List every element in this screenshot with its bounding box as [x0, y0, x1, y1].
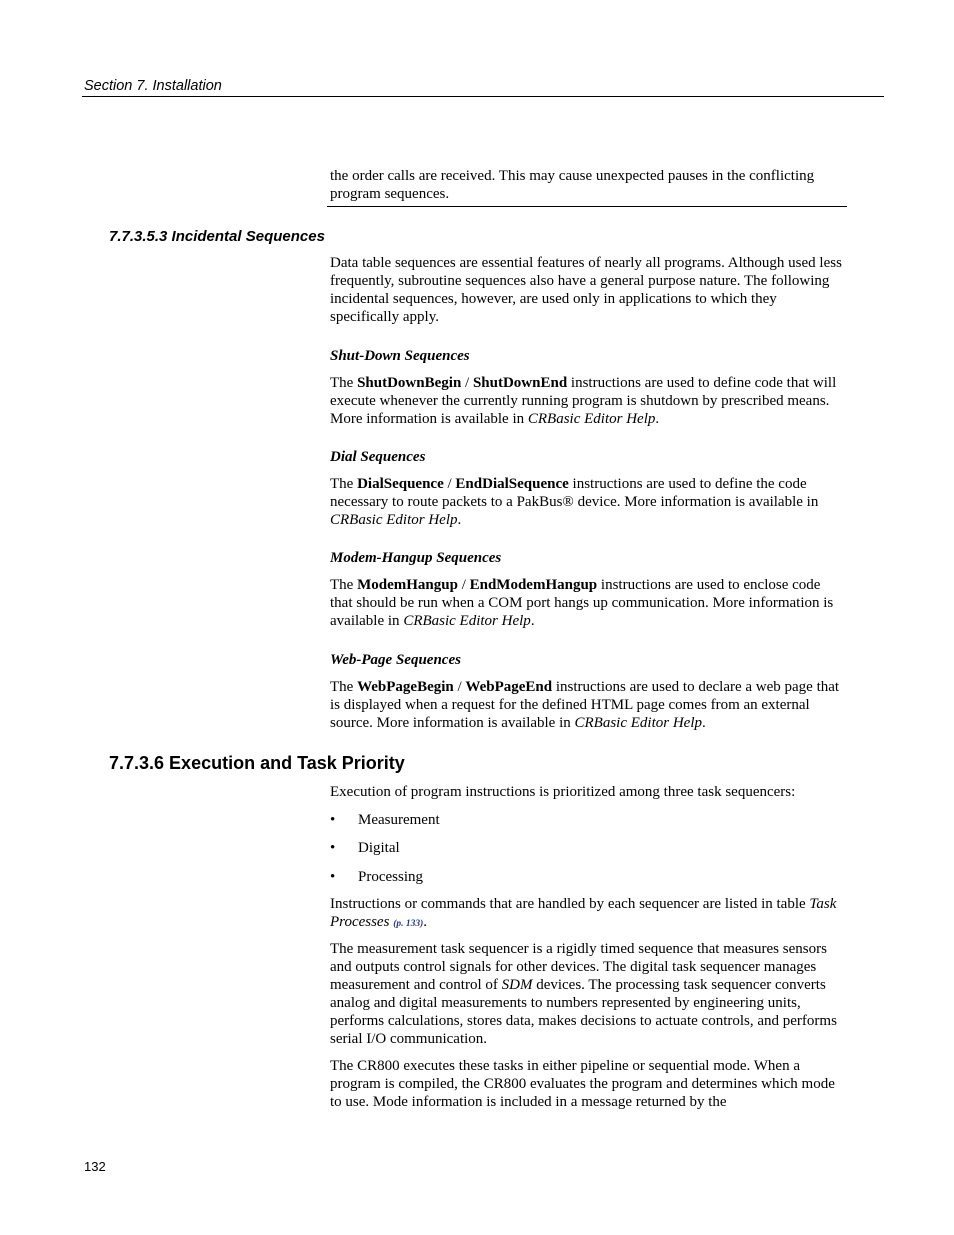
shutdown-paragraph	[330, 374, 844, 428]
bullet-text: Measurement	[358, 812, 440, 828]
shutdown-title: Shut-Down Sequences	[330, 348, 470, 364]
dial-the: The	[330, 476, 358, 492]
shutdown-period: .	[655, 411, 660, 427]
shutdown-slash: /	[461, 375, 473, 391]
dial-paragraph	[330, 475, 844, 529]
table-ref-title: Task Processes	[330, 896, 837, 930]
webpage-slash: /	[453, 679, 466, 695]
webpage-period: .	[702, 715, 706, 731]
dial-help-ref: CRBasic Editor Help	[330, 512, 458, 528]
dial-slash: /	[443, 476, 456, 492]
header-rule	[82, 96, 884, 97]
page-number: 132	[84, 1159, 106, 1174]
modem-rest: instructions are used to enclose code that should be run when a COM port hangs up communication. More information is available in	[330, 577, 834, 629]
bullet-text: Digital	[358, 840, 400, 856]
table-ref-pre: Instructions or commands that are handled by each sequencer are listed in table	[330, 896, 810, 912]
dial-rest: instructions are used to define the code necessary to route packets to a PakBus® device. More information is available in	[330, 476, 819, 510]
heading-incidental-sequences: 7.7.3.5.3 Incidental Sequences	[109, 228, 325, 245]
webpage-paragraph	[330, 678, 844, 732]
dial-period: .	[457, 512, 462, 528]
measure-pre: The measurement task sequencer is a rigidly timed sequence that measures sensors and outputs control signals for other devices. The digital task sequencer manages measurement and control of	[330, 941, 827, 993]
running-header: Section 7. Installation	[84, 78, 222, 94]
modem-help-ref: CRBasic Editor Help	[403, 613, 531, 629]
execution-intro	[330, 783, 844, 801]
measurement-paragraph	[330, 940, 844, 1048]
cr800-paragraph	[330, 1057, 844, 1111]
heading-execution-task-priority: 7.7.3.6 Execution and Task Priority	[109, 753, 405, 773]
shutdown-help-ref: CRBasic Editor Help	[527, 411, 656, 427]
webpage-instr-begin: WebPageBegin	[357, 679, 454, 695]
cr800-text: The CR800 executes these tasks in either pipeline or sequential mode. When a program is compiled, the CR800 evaluates the program and determines which mode to use. Mode information is included in a message returned by the	[330, 1058, 835, 1110]
modem-instr-end: EndModemHangup	[469, 577, 598, 593]
dial-title: Dial Sequences	[330, 449, 426, 465]
incidental-intro-text: Data table sequences are essential features of nearly all programs. Although used less frequently, subroutine sequences also have a general purpose nature. The following incidental sequences, however, are used only in applications to which they specifically apply.	[330, 255, 842, 325]
incidental-intro	[330, 254, 844, 326]
modem-period: .	[530, 613, 535, 629]
bullet-glyph: •	[330, 812, 336, 828]
table-reference-paragraph	[330, 895, 844, 933]
table-reference-text	[330, 895, 844, 933]
bullet-text: Processing	[358, 869, 423, 885]
webpage-rest: instructions are used to declare a web page that is displayed when a request for the defined HTML page comes from an external source. More information is available in	[330, 679, 840, 731]
dial-instr-begin: DialSequence	[357, 476, 444, 492]
shutdown-instr-end: ShutDownEnd	[472, 375, 568, 391]
webpage-the: The	[330, 679, 358, 695]
execution-intro-text: Execution of program instructions is prioritized among three task sequencers:	[330, 784, 796, 800]
webpage-help-ref: CRBasic Editor Help	[574, 715, 703, 731]
continuation-text: the order calls are received. This may cause unexpected pauses in the conflicting program sequences.	[330, 168, 815, 202]
bullet-glyph: •	[330, 869, 336, 885]
measure-sdm: SDM	[501, 977, 533, 993]
note-rule	[327, 206, 847, 207]
shutdown-instr-begin: ShutDownBegin	[357, 375, 462, 391]
dial-instr-end: EndDialSequence	[455, 476, 569, 492]
modem-instr-begin: ModemHangup	[357, 577, 458, 593]
modem-slash: /	[457, 577, 470, 593]
page-cross-reference-link[interactable]: (p. 133)	[393, 919, 424, 929]
table-ref-post: .	[423, 914, 428, 930]
webpage-title: Web-Page Sequences	[330, 652, 461, 668]
dial-section	[330, 448, 844, 529]
modem-title: Modem-Hangup Sequences	[330, 550, 502, 566]
webpage-section	[330, 651, 844, 732]
continuation-note	[330, 167, 844, 203]
bullet-glyph: •	[330, 840, 336, 856]
measure-post: devices. The processing task sequencer converts analog and digital measurements to numbers represented by engineering units, performs calculations, stores data, makes decisions to actuate controls, and performs serial I/O communication.	[330, 977, 837, 1047]
modem-section	[330, 549, 844, 630]
webpage-instr-end: WebPageEnd	[465, 679, 553, 695]
shutdown-the: The	[330, 375, 358, 391]
modem-the: The	[330, 577, 358, 593]
measurement-text	[330, 940, 844, 1048]
shutdown-rest: instructions are used to define code that will execute whenever the currently running program is shutdown by prescribed means. More information is available in	[330, 375, 837, 427]
shutdown-section	[330, 347, 844, 428]
modem-paragraph	[330, 576, 844, 630]
